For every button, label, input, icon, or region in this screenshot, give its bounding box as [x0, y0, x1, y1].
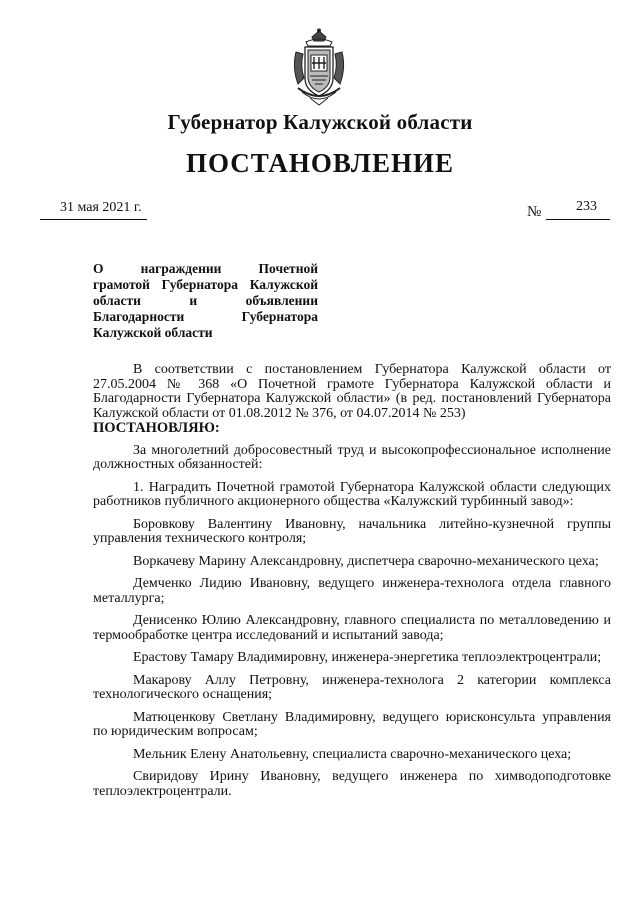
resolve-heading: ПОСТАНОВЛЯЮ:: [93, 420, 220, 436]
date-underline: [40, 219, 147, 220]
awardee-paragraph: Матюценкову Светлану Владимировну, ведущего юрисконсульта управления по юридическим вопросам;: [93, 709, 611, 739]
subject-line: грамотой Губернатора Калужской: [93, 277, 318, 292]
preamble-paragraph: В соответствии с постановлением Губернатора Калужской области от 27.05.2004 № 368 «О Почетной грамоте Губернатора Калужской области и Благодарности Губернатора Калужской области» (в ред. постановлений Губернатора Калужской области от 01.08.2012 № 376, от 04.07.2014 № 253): [93, 362, 611, 421]
awardee-paragraph: Мельник Елену Анатольевну, специалиста сварочно-механического цеха;: [133, 746, 572, 762]
awardee-paragraph: Демченко Лидию Ивановну, ведущего инженера-технолога отдела главного металлурга;: [93, 576, 611, 606]
issuer-title: Губернатор Калужской области: [167, 110, 473, 134]
coat-of-arms-emblem: [290, 28, 348, 108]
subject-line: области и объявлении: [93, 293, 318, 308]
awardee-paragraph: Боровкову Валентину Ивановну, начальника литейно-кузнечной группы управления технического контроля;: [93, 516, 611, 546]
document-date: 31 мая 2021 г.: [60, 200, 142, 215]
awardee-paragraph: Свиридову Ирину Ивановну, ведущего инженера по химводоподготовке теплоэлектроцентрали.: [93, 769, 611, 799]
document-type-heading: ПОСТАНОВЛЕНИЕ: [185, 148, 455, 178]
document-body: [93, 363, 611, 807]
subject-line: О награждении Почетной: [93, 261, 318, 276]
subject-line: Калужской области: [93, 325, 213, 340]
subject-line: Благодарности Губернатора: [93, 309, 318, 324]
awardee-paragraph: Макарову Аллу Петровну, инженера-технолога 2 категории комплекса технологического оснащения;: [93, 672, 611, 702]
document-number: 233: [576, 199, 597, 214]
item-1-paragraph: 1. Наградить Почетной грамотой Губернатора Калужской области следующих работников публичного акционерного общества «Калужский турбинный завод»:: [93, 479, 611, 509]
reason-paragraph: За многолетний добросовестный труд и высокопрофессиональное исполнение должностных обязанностей:: [93, 442, 611, 472]
awardee-paragraph: Ерастову Тамару Владимировну, инженера-энергетика теплоэлектроцентрали;: [133, 650, 602, 665]
awardee-paragraph: Воркачеву Марину Александровну, диспетчера сварочно-механического цеха;: [133, 553, 599, 569]
awardee-paragraph: Денисенко Юлию Александровну, главного специалиста по металловедению и термообработке центра исследований и испытаний завода;: [93, 613, 611, 643]
number-label: №: [527, 204, 542, 220]
number-underline: [546, 219, 610, 220]
subject-block: [93, 261, 318, 341]
